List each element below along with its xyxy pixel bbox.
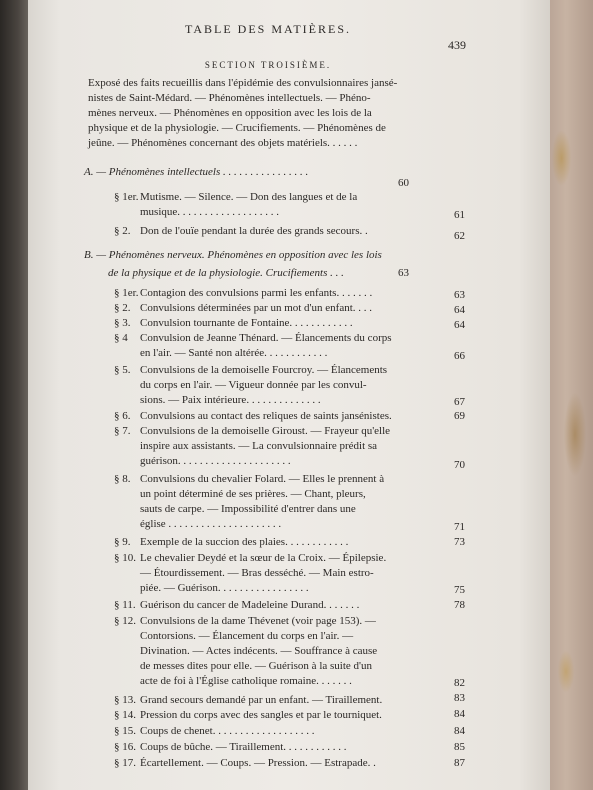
entry-text: Convulsion de Jeanne Thénard. — Élancements du corps <box>140 332 392 344</box>
entry-number: § 4 <box>114 332 128 344</box>
entry-text: Convulsions de la dame Thévenet (voir page 153). — <box>140 615 376 627</box>
entry-text: musique. . . . . . . . . . . . . . . . . . . <box>140 206 280 218</box>
entry-page: 84 <box>454 725 465 737</box>
section-summary <box>88 76 488 151</box>
entry-text: Convulsions du chevalier Folard. — Elles le prennent à <box>140 473 385 485</box>
entry-page: 73 <box>454 536 465 548</box>
entry-text: Convulsions au contact des reliques de saints jansénistes. <box>140 410 392 422</box>
entry-text: Exemple de la succion des plaies. . . . . . . . . . . . <box>140 536 349 548</box>
entry-number: § 14. <box>114 709 136 721</box>
entry-number: § 3. <box>114 317 131 329</box>
toc-entry <box>84 472 484 532</box>
entry-text: Coups de bûche. — Tiraillement. . . . . . . . . . . . <box>140 741 347 753</box>
entry-number: § 9. <box>114 536 131 548</box>
entry-number: § 16. <box>114 741 136 753</box>
toc-entry <box>84 708 484 723</box>
toc-entry <box>84 316 484 331</box>
entry-text: Coups de chenet. . . . . . . . . . . . . . . . . . . <box>140 725 315 737</box>
entry-text: Convulsions de la demoiselle Giroust. — Frayeur qu'elle <box>140 425 391 437</box>
part-a-page: 60 <box>398 177 409 189</box>
toc-entry <box>84 363 484 408</box>
entry-text: église . . . . . . . . . . . . . . . . . . . . . <box>140 518 282 530</box>
entry-page: 61 <box>454 209 465 221</box>
entry-text: piée. — Guérison. . . . . . . . . . . . . . . . . <box>140 582 309 594</box>
entry-text: Convulsions de la demoiselle Fourcroy. — Élancements <box>140 364 388 376</box>
toc-entry <box>84 693 484 708</box>
entry-page: 70 <box>454 459 465 471</box>
entry-number: § 5. <box>114 364 131 376</box>
toc-entry <box>84 724 484 739</box>
running-title: TABLE DES MATIÈRES. <box>184 22 352 36</box>
entry-page: 85 <box>454 741 465 753</box>
entry-page: 82 <box>454 677 465 689</box>
entry-text: Don de l'ouïe pendant la durée des grands secours. . <box>140 225 368 237</box>
entry-text: Guérison du cancer de Madeleine Durand. . . . . . . <box>140 599 360 611</box>
entry-text: Écartellement. — Coups. — Pression. — Estrapade. . <box>140 757 376 769</box>
toc-entry <box>84 190 484 220</box>
entry-text: sauts de carpe. — Impossibilité d'entrer dans une <box>140 503 356 515</box>
toc-entry <box>84 535 484 550</box>
summary-line: nistes de Saint-Médard. — Phénomènes intellectuels. — Phéno- <box>88 92 371 104</box>
entry-number: § 6. <box>114 410 131 422</box>
entry-page: 84 <box>454 708 465 720</box>
toc-entry <box>84 424 484 469</box>
entry-text: guérison. . . . . . . . . . . . . . . . . . . . . <box>140 455 291 467</box>
page-number: 439 <box>448 38 466 52</box>
book-gutter-left <box>0 0 30 790</box>
entry-page: 87 <box>454 757 465 769</box>
entry-number: § 17. <box>114 757 136 769</box>
toc-entry <box>84 740 484 755</box>
entry-number: § 8. <box>114 473 131 485</box>
entry-page: 69 <box>454 410 465 422</box>
entry-number: § 7. <box>114 425 131 437</box>
summary-line: Exposé des faits recueillis dans l'épidémie des convulsionnaires jansé- <box>88 77 398 89</box>
toc-entry <box>84 614 484 689</box>
part-b-page: 63 <box>398 267 409 279</box>
entry-number: § 2. <box>114 302 131 314</box>
summary-line: mènes nerveux. — Phénomènes en opposition avec les lois de la <box>88 107 372 119</box>
entry-number: § 15. <box>114 725 136 737</box>
part-a-heading: A. — Phénomènes intellectuels . . . . . . . . . . . . . . . . <box>84 166 309 178</box>
entry-text: inspire aux assistants. — La convulsionnaire prédit sa <box>140 440 378 452</box>
entry-text: acte de foi à l'Église catholique romaine. . . . . . . <box>140 675 352 687</box>
entry-page: 71 <box>454 521 465 533</box>
entry-page: 83 <box>454 692 465 704</box>
part-b-line: B. — Phénomènes nerveux. Phénomènes en opposition avec les lois <box>84 249 382 261</box>
entry-text: — Étourdissement. — Bras desséché. — Main estro- <box>140 567 374 579</box>
entry-text: Contagion des convulsions parmi les enfants. . . . . . . <box>140 287 373 299</box>
entry-page: 63 <box>454 289 465 301</box>
entry-page: 66 <box>454 350 465 362</box>
part-b-line: de la physique et de la physiologie. Crucifiements . . . <box>108 267 344 279</box>
toc-entry <box>84 224 484 242</box>
entry-text: Contorsions. — Élancement du corps en l'air. — <box>140 630 354 642</box>
entry-number: § 12. <box>114 615 136 627</box>
entry-number: § 1er. <box>114 191 139 203</box>
entry-text: sions. — Paix intérieure. . . . . . . . . . . . . . <box>140 394 321 406</box>
entry-text: en l'air. — Santé non altérée. . . . . . . . . . . . <box>140 347 328 359</box>
entry-page: 62 <box>454 230 465 242</box>
summary-line: physique et de la physiologie. — Crucifiements. — Phénomènes de <box>88 122 386 134</box>
marbled-page-edge <box>548 0 593 790</box>
entry-number: § 1er. <box>114 287 139 299</box>
entry-number: § 2. <box>114 225 131 237</box>
section-title: SECTION TROISIÈME. <box>204 60 332 70</box>
entry-text: Convulsion tournante de Fontaine. . . . . . . . . . . . <box>140 317 353 329</box>
entry-text: de messes dites pour elle. — Guérison à la suite d'un <box>140 660 373 672</box>
entry-page: 67 <box>454 396 465 408</box>
entry-text: Mutisme. — Silence. — Don des langues et de la <box>140 191 358 203</box>
entry-text: un point déterminé de ses prières. — Chant, pleurs, <box>140 488 366 500</box>
toc-entry <box>84 551 484 596</box>
toc-entry <box>84 409 484 424</box>
entry-number: § 11. <box>114 599 136 611</box>
part-b-heading <box>84 246 424 282</box>
entry-page: 78 <box>454 599 465 611</box>
entry-text: Pression du corps avec des sangles et par le tourniquet. <box>140 709 382 721</box>
entry-text: du corps en l'air. — Vigueur donnée par les convul- <box>140 379 367 391</box>
toc-entry <box>84 756 484 771</box>
entry-text: Grand secours demandé par un enfant. — Tiraillement. <box>140 694 383 706</box>
entry-number: § 10. <box>114 552 136 564</box>
book-page <box>28 0 550 790</box>
toc-entry <box>84 301 484 316</box>
entry-number: § 13. <box>114 694 136 706</box>
summary-line: jeûne. — Phénomènes concernant des objets matériels. . . . . . <box>88 137 358 149</box>
entry-text: Convulsions déterminées par un mot d'un enfant. . . . <box>140 302 373 314</box>
toc-entry <box>84 286 484 301</box>
entry-text: Divination. — Actes indécents. — Souffrance à cause <box>140 645 378 657</box>
entry-text: Le chevalier Deydé et la sœur de la Croix. — Épilepsie. <box>140 552 387 564</box>
toc-entry <box>84 598 484 613</box>
entry-page: 64 <box>454 319 465 331</box>
entry-page: 64 <box>454 304 465 316</box>
entry-page: 75 <box>454 584 465 596</box>
toc-entry <box>84 331 484 361</box>
